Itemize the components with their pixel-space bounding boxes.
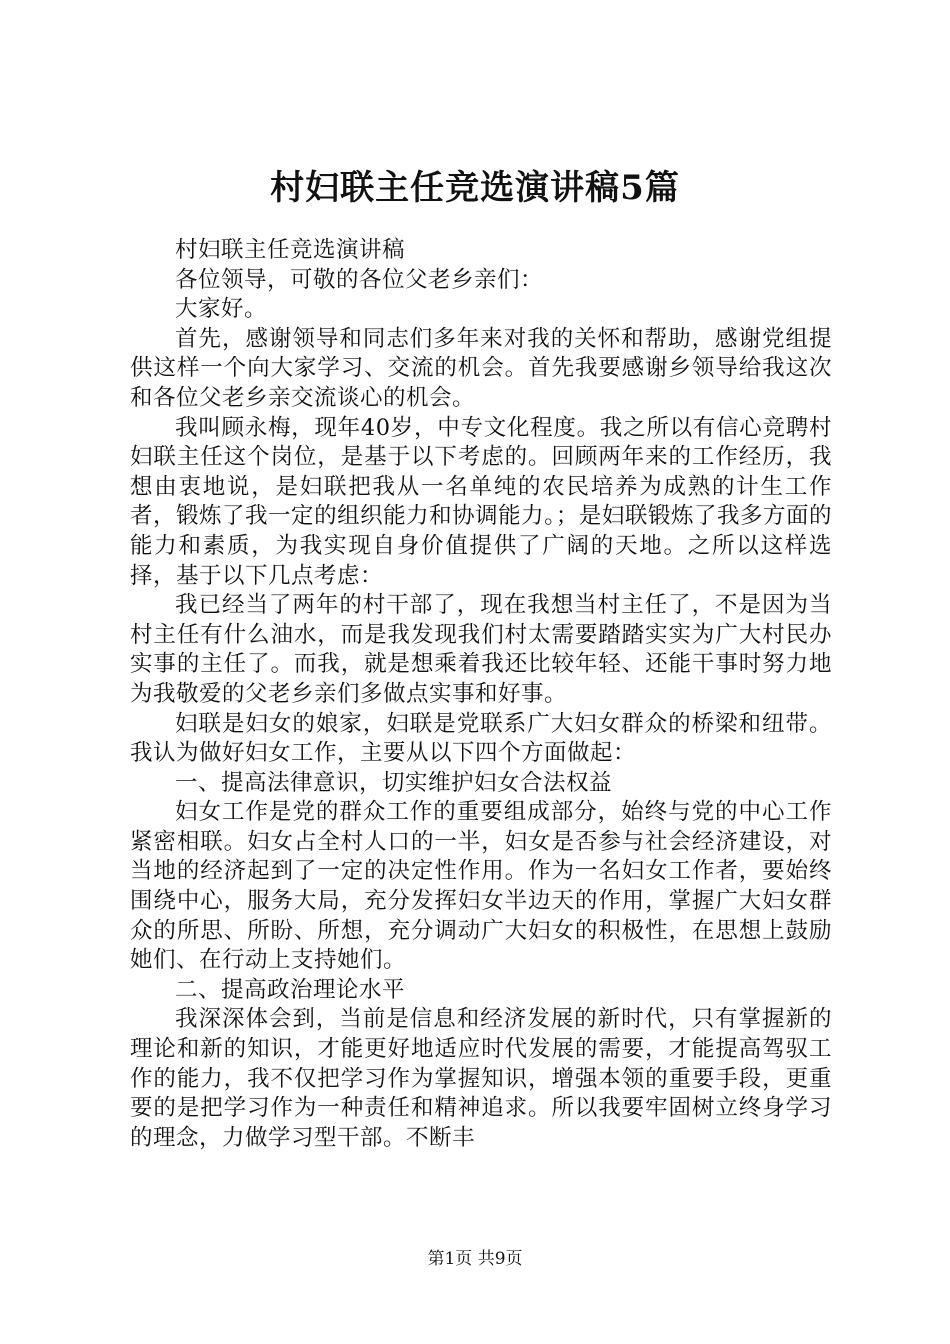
paragraph: 大家好。: [175, 296, 268, 323]
paragraph: 妇联是妇女的娘家，妇联是党联系广大妇女群众的桥梁和纽带。我认为做好妇女工作，主要从以下四个方面做起：: [130, 710, 832, 767]
document-title: 村妇联主任竞选演讲稿5篇: [270, 168, 680, 208]
paragraph: 我叫顾永梅，现年40岁，中专文化程度。我之所以有信心竞聘村妇联主任这个岗位，是基于以下考虑的。回顾两年来的工作经历，我想由衷地说，是妇联把我从一名单纯的农民培养为成熟的计生工作者，锻炼了我一定的组织能力和协调能力。；是妇联锻炼了我多方面的能力和素质，为我实现自身价值提供了广阔的天地。之所以这样选择，基于以下几点考虑：: [130, 414, 832, 589]
page-footer: 第1页 共9页: [427, 1249, 523, 1269]
paragraph: 妇女工作是党的群众工作的重要组成部分，始终与党的中心工作紧密相联。妇女占全村人口的一半，妇女是否参与社会经济建设，对当地的经济起到了一定的决定性作用。作为一名妇女工作者，要始终围绕中心，服务大局，充分发挥妇女半边天的作用，掌握广大妇女群众的所思、所盼、所想，充分调动广大妇女的积极性，在思想上鼓励她们、在行动上支持她们。: [130, 799, 832, 974]
paragraph: 首先，感谢领导和同志们多年来对我的关怀和帮助，感谢党组提供这样一个向大家学习、交流的机会。首先我要感谢乡领导给我这次和各位父老乡亲交流谈心的机会。: [130, 325, 832, 411]
section-heading: 一、提高法律意识，切实维护妇女合法权益: [175, 769, 613, 796]
paragraph: 我已经当了两年的村干部了，现在我想当村主任了，不是因为当村主任有什么油水，而是我发现我们村太需要踏踏实实为广大村民办实事的主任了。而我，就是想乘着我还比较年轻、还能干事时努力地为我敬爱的父老乡亲们多做点实事和好事。: [130, 592, 832, 707]
section-heading: 二、提高政治理论水平: [175, 976, 406, 1003]
paragraph: 我深深体会到，当前是信息和经济发展的新时代，只有掌握新的理论和新的知识，才能更好地适应时代发展的需要，才能提高驾驭工作的能力，我不仅把学习作为掌握知识，增强本领的重要手段，更重要的是把学习作为一种责任和精神追求。所以我要牢固树立终身学习的理念，力做学习型干部。不断丰: [130, 1006, 832, 1151]
document-body: [130, 236, 832, 1153]
paragraph: 村妇联主任竞选演讲稿: [175, 237, 406, 263]
paragraph: 各位领导，可敬的各位父老乡亲们：: [175, 266, 544, 293]
